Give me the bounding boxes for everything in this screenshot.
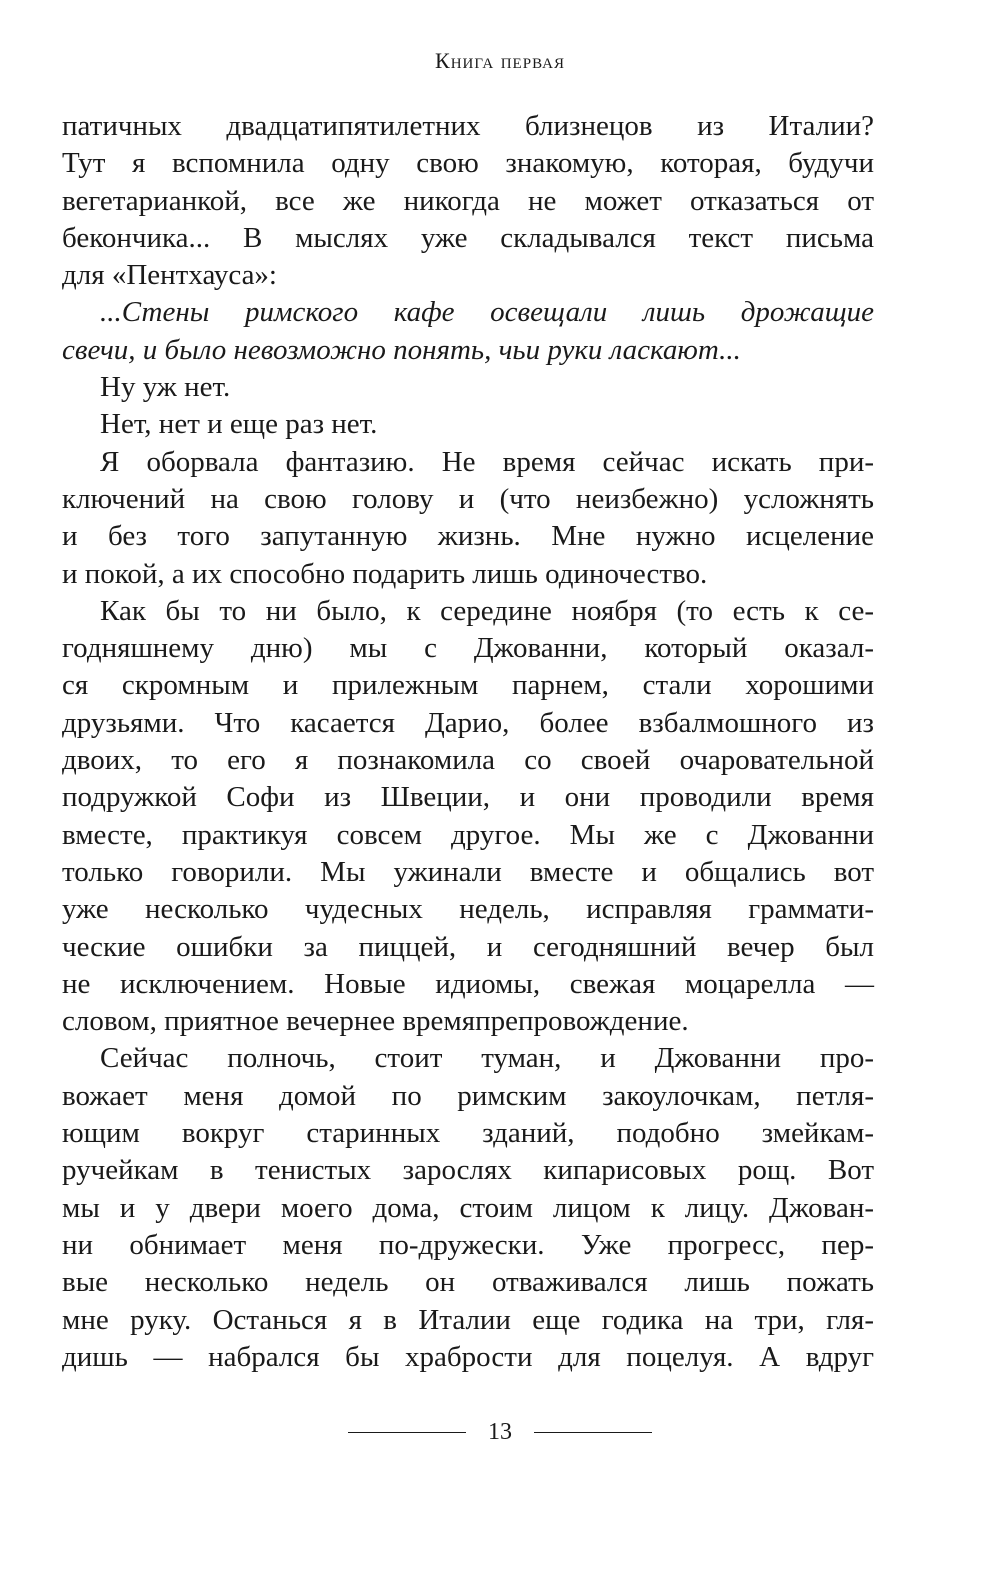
text-line: для «Пентхауса»:: [62, 259, 277, 292]
text-line: и покой, а их способно подарить лишь одиночество.: [62, 557, 708, 590]
text-line: не исключением. Новые идиомы, свежая моцарелла —: [62, 967, 874, 1000]
text-line: ручейкам в тенистых зарослях кипарисовых рощ. Вот: [62, 1154, 874, 1187]
text-line: Тут я вспомнила одну свою знакомую, которая, будучи: [62, 147, 874, 180]
left-rule: [348, 1432, 466, 1433]
text-line: Нет, нет и еще раз нет.: [100, 408, 378, 441]
text-line: Сейчас полночь, стоит туман, и Джованни про-: [100, 1042, 874, 1075]
text-line: Как бы то ни было, к середине ноября (то есть к се-: [100, 594, 874, 627]
text-line: ключений на свою голову и (что неизбежно) усложнять: [62, 482, 874, 515]
text-line: Я оборвала фантазию. Не время сейчас искать при-: [100, 445, 874, 478]
text-line: дишь — набрался бы храбрости для поцелуя. А вдруг: [62, 1340, 874, 1373]
page-number: 13: [488, 1418, 512, 1445]
text-line: бекончика... В мыслях уже складывался текст письма: [62, 221, 874, 254]
text-line: уже несколько чудесных недель, исправляя граммати-: [62, 893, 874, 926]
text-line: и без того запутанную жизнь. Мне нужно исцеление: [62, 520, 874, 553]
text-line: только говорили. Мы ужинали вместе и общались вот: [62, 855, 874, 888]
right-rule: [534, 1432, 652, 1433]
text-line: годняшнему дню) мы с Джованни, который оказал-: [62, 632, 874, 665]
text-line: вместе, практикуя совсем другое. Мы же с Джованни: [62, 818, 874, 851]
body-text: [62, 108, 874, 1376]
text-line: мне руку. Останься я в Италии еще годика на три, гля-: [62, 1303, 874, 1336]
text-line: ни обнимает меня по-дружески. Уже прогресс, пер-: [62, 1228, 874, 1261]
text-line: друзьями. Что касается Дарио, более взбалмошного из: [62, 706, 874, 739]
text-line: вегетарианкой, все же никогда не может отказаться от: [62, 184, 874, 217]
text-line: вые несколько недель он отваживался лишь пожать: [62, 1266, 874, 1299]
text-line: мы и у двери моего дома, стоим лицом к лицу. Джован-: [62, 1191, 874, 1224]
text-line: Ну уж нет.: [100, 371, 231, 404]
text-line: ...Стены римского кафе освещали лишь дрожащие: [100, 296, 874, 329]
text-line: свечи, и было невозможно понять, чьи руки ласкают...: [62, 333, 741, 366]
text-line: словом, приятное вечернее времяпрепровождение.: [62, 1005, 689, 1038]
text-line: подружкой Софи из Швеции, и они проводили время: [62, 781, 874, 814]
running-title: Книга первая: [435, 48, 565, 73]
text-line: ющим вокруг старинных зданий, подобно змейкам-: [62, 1117, 874, 1150]
text-line: вожает меня домой по римским закоулочкам, петля-: [62, 1079, 874, 1112]
text-line: ся скромным и прилежным парнем, стали хорошими: [62, 669, 874, 702]
text-line: патичных двадцатипятилетних близнецов из Италии?: [62, 110, 874, 142]
text-line: двоих, то его я познакомила со своей очаровательной: [62, 744, 874, 777]
page-footer: [0, 1412, 1000, 1452]
text-line: ческие ошибки за пиццей, и сегодняшний вечер был: [62, 930, 874, 963]
